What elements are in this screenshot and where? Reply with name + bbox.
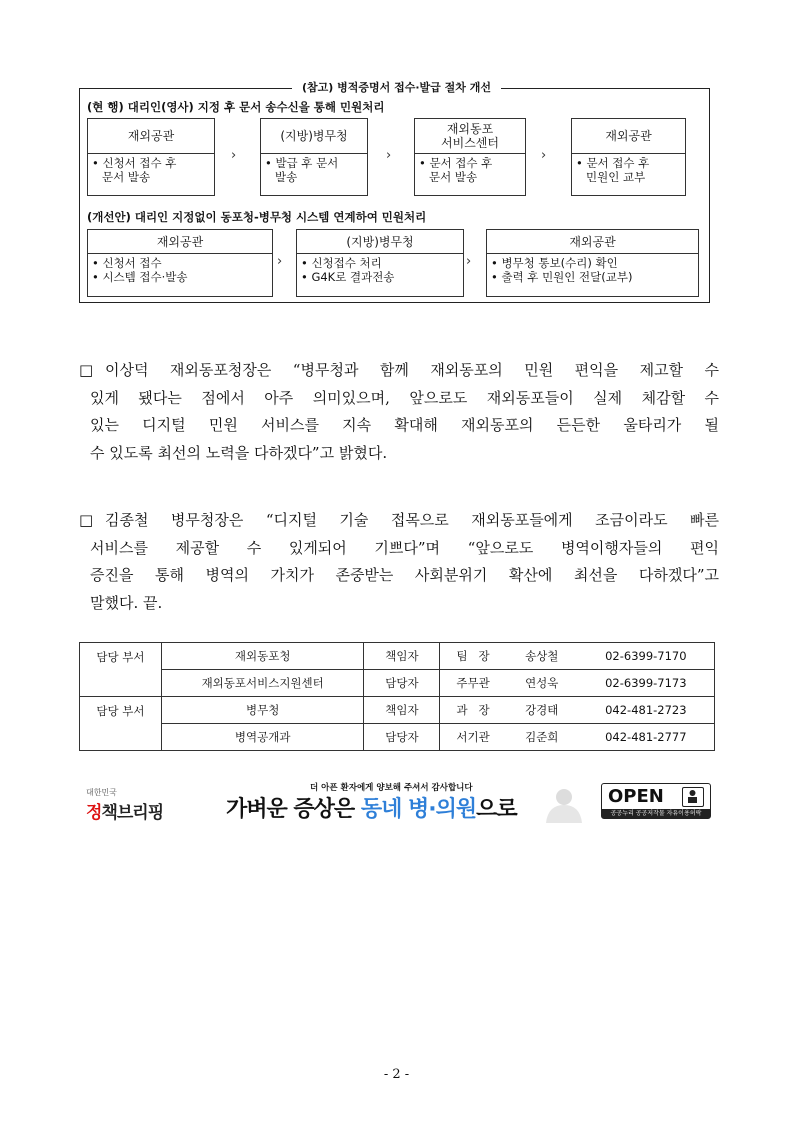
arrow-icon: › (277, 254, 283, 269)
paragraph-line: 수 있도록 최선의 노력을 다하겠다”고 밝혔다. (90, 443, 388, 462)
arrow-icon: › (386, 148, 392, 163)
checkbox-bullet-icon: □ (79, 511, 94, 529)
logo-accent-text: 정 (86, 803, 102, 823)
paragraph-line: 말했다. 끝. (90, 593, 163, 612)
paragraph-line: 이상덕 재외동포청장은 “병무청과 함께 재외동포의 민원 편익을 제고할 수 (105, 361, 719, 379)
step-head: 재외동포 서비스센터 (415, 119, 525, 154)
dept-cell: 담당 부서 (80, 697, 162, 751)
role-cell: 책임자 (364, 697, 440, 724)
role-cell: 담당자 (364, 670, 440, 697)
logo-text: 책브리핑 (101, 803, 164, 823)
step-head: 재외공관 (572, 119, 685, 154)
page-number: - 2 - (383, 1067, 410, 1082)
improved-step-3 (486, 229, 699, 297)
arrow-icon: › (541, 148, 547, 163)
phone-cell: 042-481-2777 (578, 724, 715, 751)
policy-briefing-logo[interactable] (86, 787, 163, 823)
name-cell: 송상철 (506, 643, 578, 670)
step-line: 문서 발송 (429, 170, 478, 184)
title-cell: 서기관 (440, 724, 506, 751)
step-head: (지방)병무청 (297, 230, 463, 254)
step-line: 민원인 교부 (586, 170, 646, 184)
table-row (80, 724, 715, 751)
table-row (80, 670, 715, 697)
open-label: OPEN (608, 786, 664, 807)
org-cell: 병역공개과 (161, 724, 364, 751)
role-cell: 책임자 (364, 643, 440, 670)
paragraph-line: 있는 디지털 민원 서비스를 지속 확대해 재외동포의 든든한 울타리가 될 (90, 416, 719, 434)
dept-cell: 담당 부서 (80, 643, 162, 697)
step-head: (지방)병무청 (261, 119, 367, 154)
paragraph-line: 서비스를 제공할 수 있게되어 기쁘다”며 “앞으로도 병역이행자들의 편익 (90, 538, 719, 557)
step-line: • 발급 후 문서 (265, 156, 339, 170)
kogl-caption: 공공누리 공공저작물 자유이용허락 (602, 809, 710, 818)
kogl-open-badge[interactable] (601, 783, 711, 819)
table-row (80, 643, 715, 670)
paragraph-1 (79, 357, 719, 467)
step-head: 재외공관 (487, 230, 698, 254)
org-cell: 재외동포서비스지원센터 (161, 670, 364, 697)
paragraph-line: 증진을 통해 병역의 가치가 존중받는 사회분위기 확산에 최선을 다하겠다”고 (90, 566, 719, 584)
arrow-icon: › (466, 254, 472, 269)
step-head: 재외공관 (88, 230, 272, 254)
improved-step-1 (87, 229, 273, 297)
campaign-banner[interactable] (210, 781, 582, 824)
org-cell: 재외동포청 (161, 643, 364, 670)
phone-cell: 02-6399-7173 (578, 670, 715, 697)
org-cell: 병무청 (161, 697, 364, 724)
title-cell: 주무관 (440, 670, 506, 697)
step-line: • 병무청 통보(수리) 확인 (491, 256, 618, 270)
table-row (80, 697, 715, 724)
step-line: • 신청서 접수 (92, 256, 162, 270)
campaign-subtitle: 더 아픈 환자에게 양보해 주셔서 감사합니다 (310, 783, 473, 793)
paragraph-2 (79, 507, 719, 617)
current-process-heading: (현 행) 대리인(영사) 지정 후 문서 송수신을 통해 민원처리 (87, 100, 385, 114)
role-cell: 담당자 (364, 724, 440, 751)
campaign-text: 가벼운 증상은 (226, 797, 361, 822)
current-step-4 (571, 118, 686, 196)
phone-cell: 042-481-2723 (578, 697, 715, 724)
improved-process-heading: (개선안) 대리인 지정없이 동포청-병무청 시스템 연계하여 민원처리 (87, 210, 427, 224)
arrow-icon: › (231, 148, 237, 163)
improved-step-2 (296, 229, 464, 297)
step-line: 발송 (275, 170, 298, 184)
current-step-2 (260, 118, 368, 196)
step-line: • 신청접수 처리 (301, 256, 382, 270)
paragraph-line: 있게 됐다는 점에서 아주 의미있으며, 앞으로도 재외동포들이 실제 체감할 수 (90, 388, 719, 407)
campaign-text-end: 으로 (476, 797, 517, 822)
title-cell: 팀 장 (440, 643, 506, 670)
name-cell: 연성욱 (506, 670, 578, 697)
campaign-accent-text: 동네 병·의원 (360, 797, 477, 822)
doctor-illustration-icon (536, 785, 582, 823)
step-line: • 출력 후 민원인 전달(교부) (491, 270, 633, 284)
current-step-1 (87, 118, 215, 196)
title-cell: 과 장 (440, 697, 506, 724)
reference-title: (참고) 병적증명서 접수·발급 절차 개선 (0, 79, 793, 95)
name-cell: 김준희 (506, 724, 578, 751)
contact-table (79, 642, 715, 751)
step-line: • G4K로 결과전송 (301, 270, 395, 284)
checkbox-bullet-icon: □ (79, 361, 94, 379)
step-head: 재외공관 (88, 119, 214, 154)
step-line: • 신청서 접수 후 (92, 156, 177, 170)
step-line: • 문서 접수 후 (419, 156, 493, 170)
step-line: • 시스템 접수·발송 (92, 270, 188, 284)
phone-cell: 02-6399-7170 (578, 643, 715, 670)
step-line: • 문서 접수 후 (576, 156, 650, 170)
current-step-3 (414, 118, 526, 196)
step-line: 문서 발송 (102, 170, 151, 184)
paragraph-line: 김종철 병무청장은 “디지털 기술 접목으로 재외동포들에게 조금이라도 빠른 (105, 511, 719, 529)
logo-small-text: 대한민국 (86, 788, 117, 797)
attribution-icon (682, 787, 704, 807)
name-cell: 강경태 (506, 697, 578, 724)
